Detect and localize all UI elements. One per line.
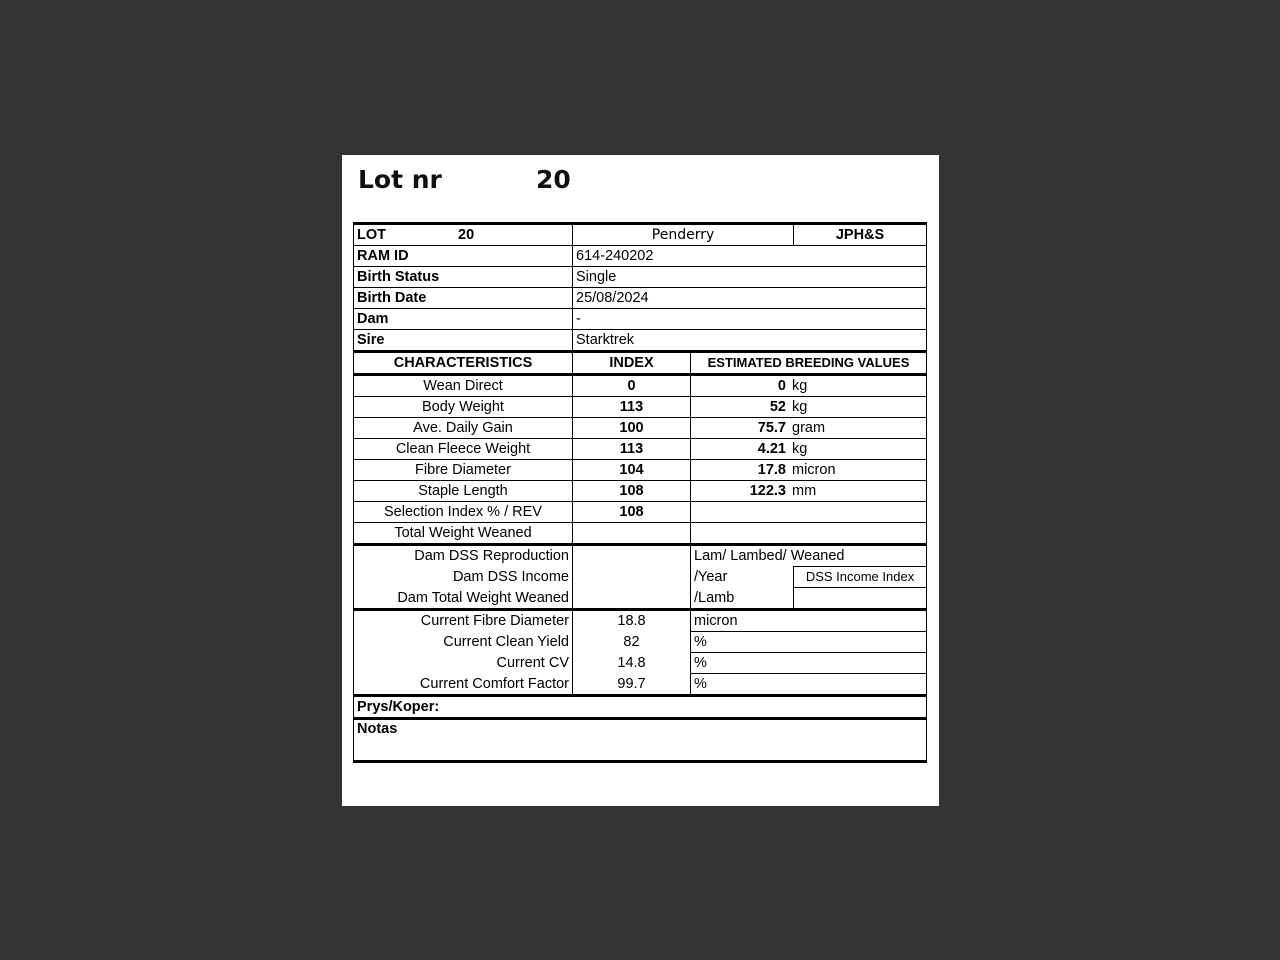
trait-row bbox=[354, 481, 927, 502]
dss-income-index-label: DSS Income Index bbox=[794, 567, 927, 588]
identity-row bbox=[354, 309, 927, 330]
current-row bbox=[354, 632, 927, 653]
current-unit: % bbox=[691, 632, 927, 653]
trait-name: Ave. Daily Gain bbox=[354, 418, 573, 439]
trait-index bbox=[573, 523, 691, 545]
trait-name: Body Weight bbox=[354, 397, 573, 418]
dam-reproduction-label: Dam DSS Reproduction bbox=[354, 545, 573, 567]
identity-row bbox=[354, 267, 927, 288]
ebv-value: 75.7 bbox=[757, 420, 786, 436]
dam-reproduction-index bbox=[573, 545, 691, 567]
ebv-unit: micron bbox=[792, 462, 836, 478]
dam-reproduction-row bbox=[354, 545, 927, 567]
trait-ebv bbox=[691, 439, 927, 460]
farm-name: Penderry bbox=[573, 224, 794, 246]
ebv-value: 52 bbox=[769, 399, 786, 415]
trait-name: Total Weight Weaned bbox=[354, 523, 573, 545]
trait-index: 100 bbox=[573, 418, 691, 439]
trait-name: Clean Fleece Weight bbox=[354, 439, 573, 460]
lot-label: LOT bbox=[357, 227, 386, 243]
price-buyer-label: Prys/Koper: bbox=[354, 696, 927, 719]
trait-row bbox=[354, 460, 927, 481]
current-unit: % bbox=[691, 674, 927, 696]
ebv-unit: kg bbox=[792, 378, 808, 394]
trait-row bbox=[354, 502, 927, 523]
current-row bbox=[354, 653, 927, 674]
price-row bbox=[354, 696, 927, 719]
trait-name: Staple Length bbox=[354, 481, 573, 502]
trait-row bbox=[354, 418, 927, 439]
ebv-value: 0 bbox=[777, 378, 786, 394]
current-unit: % bbox=[691, 653, 927, 674]
trait-ebv bbox=[691, 418, 927, 439]
trait-index: 113 bbox=[573, 439, 691, 460]
trait-index: 0 bbox=[573, 375, 691, 397]
dam-income-label: Dam DSS Income bbox=[354, 567, 573, 588]
identity-label: Dam bbox=[354, 309, 573, 330]
trait-row bbox=[354, 375, 927, 397]
identity-value: - bbox=[573, 309, 927, 330]
lot-card bbox=[342, 155, 939, 806]
trait-name: Selection Index % / REV bbox=[354, 502, 573, 523]
lot-value: 20 bbox=[458, 227, 475, 243]
current-label: Current CV bbox=[354, 653, 573, 674]
ebv-unit: kg bbox=[792, 399, 808, 415]
trait-ebv bbox=[691, 481, 927, 502]
identity-value: 614-240202 bbox=[573, 246, 927, 267]
trait-ebv bbox=[691, 523, 927, 545]
trait-name: Wean Direct bbox=[354, 375, 573, 397]
ebv-unit: kg bbox=[792, 441, 808, 457]
dam-tww-label: Dam Total Weight Weaned bbox=[354, 588, 573, 610]
index-header: INDEX bbox=[573, 352, 691, 375]
trait-ebv bbox=[691, 397, 927, 418]
column-header-row bbox=[354, 352, 927, 375]
ebv-header: ESTIMATED BREEDING VALUES bbox=[691, 352, 927, 375]
dam-income-row bbox=[354, 567, 927, 588]
trait-index: 108 bbox=[573, 481, 691, 502]
current-value: 99.7 bbox=[573, 674, 691, 696]
ebv-value: 122.3 bbox=[749, 483, 786, 499]
trait-name: Fibre Diameter bbox=[354, 460, 573, 481]
current-value: 14.8 bbox=[573, 653, 691, 674]
identity-label: RAM ID bbox=[354, 246, 573, 267]
lot-heading-number: 20 bbox=[536, 165, 571, 194]
identity-label: Birth Status bbox=[354, 267, 573, 288]
trait-ebv bbox=[691, 502, 927, 523]
ram-data-table bbox=[353, 222, 927, 763]
identity-row bbox=[354, 246, 927, 267]
notes-label: Notas bbox=[354, 719, 927, 762]
identity-value: 25/08/2024 bbox=[573, 288, 927, 309]
ebv-value: 4.21 bbox=[757, 441, 786, 457]
dam-income-unit: /Year bbox=[691, 567, 794, 588]
identity-row bbox=[354, 330, 927, 352]
current-value: 82 bbox=[573, 632, 691, 653]
trait-index: 113 bbox=[573, 397, 691, 418]
breeder-name: JPH&S bbox=[794, 224, 927, 246]
current-value: 18.8 bbox=[573, 610, 691, 632]
ebv-value: 17.8 bbox=[757, 462, 786, 478]
current-label: Current Fibre Diameter bbox=[354, 610, 573, 632]
trait-row bbox=[354, 439, 927, 460]
dss-income-index-value bbox=[794, 588, 927, 610]
trait-row bbox=[354, 397, 927, 418]
current-unit: micron bbox=[691, 610, 927, 632]
identity-row bbox=[354, 288, 927, 309]
identity-label: Birth Date bbox=[354, 288, 573, 309]
lot-heading bbox=[358, 165, 571, 194]
current-row bbox=[354, 610, 927, 632]
dam-income-index bbox=[573, 567, 691, 588]
dam-tww-index bbox=[573, 588, 691, 610]
dam-tww-row bbox=[354, 588, 927, 610]
current-label: Current Comfort Factor bbox=[354, 674, 573, 696]
trait-ebv bbox=[691, 460, 927, 481]
dam-tww-unit: /Lamb bbox=[691, 588, 794, 610]
trait-row bbox=[354, 523, 927, 545]
header-row bbox=[354, 224, 927, 246]
notes-row bbox=[354, 719, 927, 762]
trait-index: 108 bbox=[573, 502, 691, 523]
characteristics-header: CHARACTERISTICS bbox=[354, 352, 573, 375]
identity-value: Single bbox=[573, 267, 927, 288]
dam-reproduction-unit: Lam/ Lambed/ Weaned bbox=[691, 545, 927, 567]
current-row bbox=[354, 674, 927, 696]
lot-heading-label: Lot nr bbox=[358, 165, 442, 194]
identity-label: Sire bbox=[354, 330, 573, 352]
ebv-unit: gram bbox=[792, 420, 826, 436]
ebv-unit: mm bbox=[792, 483, 817, 499]
trait-index: 104 bbox=[573, 460, 691, 481]
current-label: Current Clean Yield bbox=[354, 632, 573, 653]
trait-ebv bbox=[691, 375, 927, 397]
lot-cell bbox=[354, 224, 573, 246]
identity-value: Starktrek bbox=[573, 330, 927, 352]
